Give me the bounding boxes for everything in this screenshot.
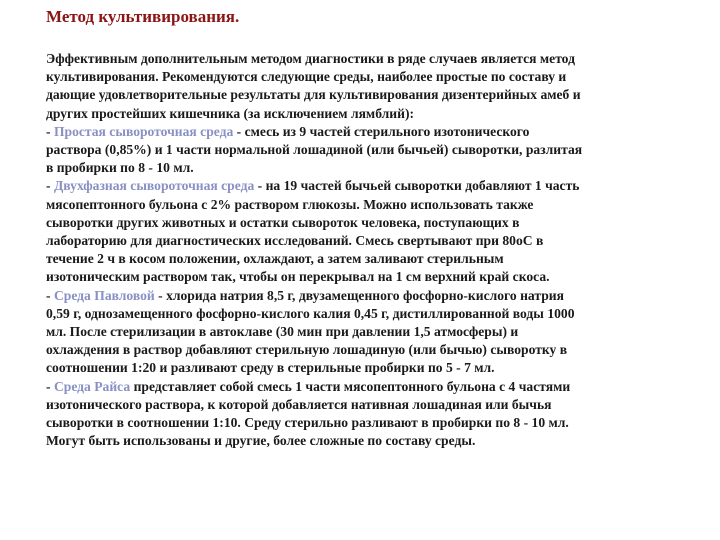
text-run: Могут быть использованы и другие, более сложные по составу среды.	[46, 433, 476, 449]
text-run: Эффективным дополнительным методом диагностики в ряде случаев является метод	[46, 51, 575, 66]
text-line	[46, 214, 691, 232]
text-line	[46, 359, 691, 377]
text-run: 0,59 г, однозамещенного фосфорно-кислого калия 0,45 г, дистиллированной воды 1000	[46, 305, 575, 321]
text-line	[46, 196, 691, 214]
text-line	[46, 414, 691, 432]
text-run: сыворотки других животных и остатки сывороток человека, поступающих в	[46, 214, 520, 230]
text-run: изотонического раствора, к которой добавляется нативная лошадиная или бычья	[46, 396, 552, 412]
text-line	[46, 105, 691, 123]
text-line	[46, 287, 691, 305]
text-run: - на 19 частей бычьей сыворотки добавляют 1 часть	[254, 178, 580, 194]
text-line	[46, 305, 691, 323]
text-line	[46, 123, 691, 141]
medium-name: Двухфазная сывороточная среда	[53, 178, 255, 194]
text-run: культивирования. Рекомендуются следующие среды, наиболее простые по составу и	[46, 69, 567, 85]
medium-name: Среда Райса	[53, 378, 131, 394]
medium-name: Простая сывороточная среда	[53, 123, 234, 139]
text-line	[46, 378, 691, 396]
text-line	[46, 341, 691, 359]
text-line	[46, 396, 691, 414]
text-line	[46, 141, 691, 159]
text-run: в пробирки по 8 - 10 мл.	[46, 160, 194, 176]
text-run: соотношении 1:20 и разливают среду в стерильные пробирки по 5 - 7 мл.	[46, 360, 495, 376]
text-line	[46, 177, 691, 195]
text-run: -	[46, 178, 54, 194]
text-run: лабораторию для диагностических исследований. Смесь свертывают при 80оС в	[46, 233, 544, 249]
medium-name: Среда Павловой	[53, 287, 155, 303]
slide-title: Метод культивирования.	[46, 7, 240, 26]
text-run: -	[46, 123, 54, 139]
text-line	[46, 323, 691, 341]
text-run: охлаждения в раствор добавляют стерильную лошадиную (или бычью) сыворотку в	[46, 342, 568, 358]
text-run: мясопептонного бульона с 2% раствором глюкозы. Можно использовать также	[46, 196, 534, 212]
text-run: дающие удовлетворительные результаты для культивирования дизентерийных амеб и	[46, 87, 581, 103]
text-line	[46, 250, 691, 268]
text-run: изотоническим раствором так, чтобы он перекрывал на 1 см верхний край скоса.	[46, 269, 550, 285]
text-line	[46, 268, 691, 286]
text-line	[46, 159, 691, 177]
text-line	[46, 68, 691, 86]
text-run: -	[46, 287, 54, 303]
text-run: мл. После стерилизации в автоклаве (30 мин при давлении 1,5 атмосферы) и	[46, 324, 519, 340]
text-run: сыворотки в соотношении 1:10. Среду стерильно разливают в пробирки по 8 - 10 мл.	[46, 415, 569, 431]
text-line	[46, 86, 691, 104]
text-line	[46, 50, 691, 68]
text-run: течение 2 ч в косом положении, охлаждают, а затем заливают стерильным	[46, 251, 504, 267]
text-line	[46, 232, 691, 250]
body-text	[46, 50, 691, 450]
text-run: - смесь из 9 частей стерильного изотонического	[233, 123, 530, 139]
text-run: -	[46, 378, 54, 394]
text-run: других простейших кишечника (за исключением лямблий):	[46, 105, 414, 121]
text-run: представляет собой смесь 1 части мясопептонного бульона с 4 частями	[130, 378, 571, 394]
text-run: - хлорида натрия 8,5 г, двузамещенного фосфорно-кислого натрия	[154, 287, 564, 303]
text-run: раствора (0,85%) и 1 части нормальной лошадиной (или бычьей) сыворотки, разлитая	[46, 142, 583, 158]
text-line	[46, 432, 691, 450]
